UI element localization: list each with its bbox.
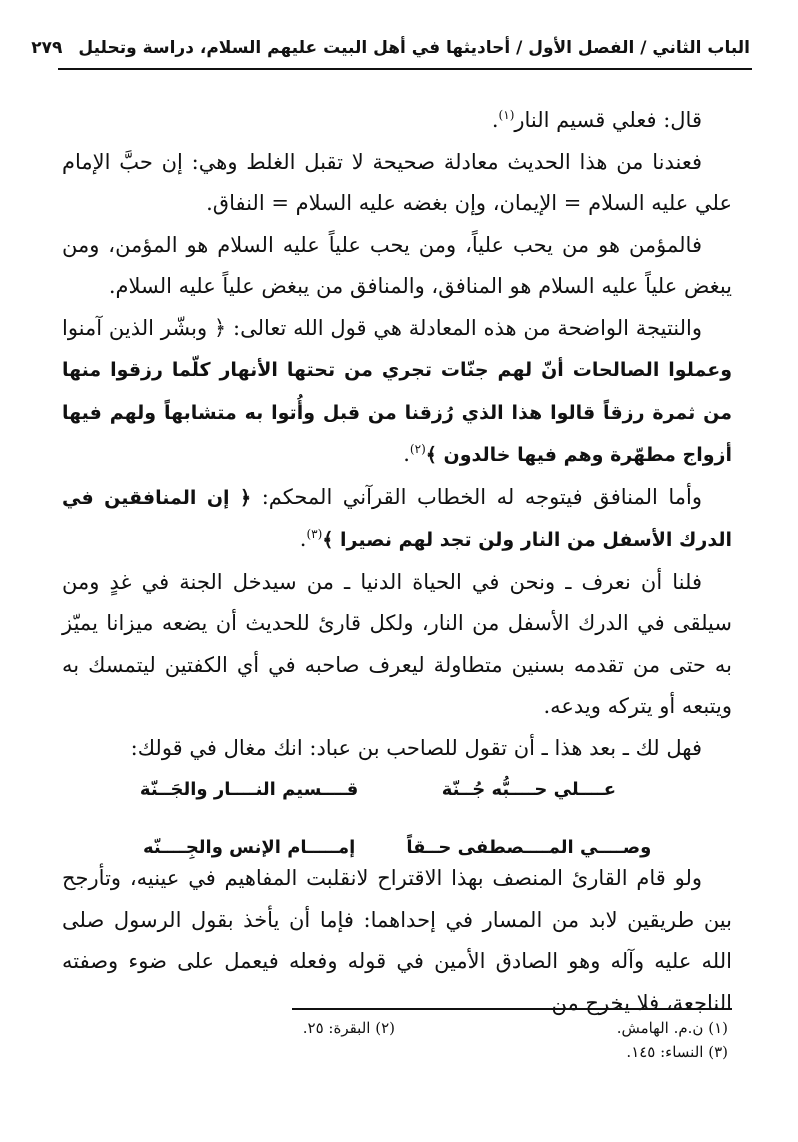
main-text: [62, 100, 732, 769]
footnote-2: (٢) البقرة: ٢٥.: [302, 1019, 395, 1037]
paragraph-1: قال: فعلي قسيم النار$^{(١)}$.: [491, 108, 702, 132]
footnote-ref-1: (١): [498, 108, 515, 122]
running-header: [31, 30, 750, 66]
poem-line-2-first-hemistich: وصــــي المــــصطفى حــقاً: [406, 836, 652, 858]
paragraph-7: فهل لك ـ بعد هذا ـ أن تقول للصاحب بن عباد: انك مغال في قولك:: [130, 735, 702, 760]
paragraph-3: فالمؤمن هو من يحب علياً، ومن يحب علياً عليه السلام هو المؤمن، ومن يبغض علياً عليه السلام هو المنافق، والمنافق من يبغض علياً عليه السلام.: [62, 232, 732, 298]
paragraph-4-intro: والنتيجة الواضحة من هذه المعادلة هي قول الله تعالى: ﴿ وبشّر الذين آمنوا: [62, 315, 702, 340]
paragraph-6: فلنا أن نعرف ـ ونحن في الحياة الدنيا ـ من سيدخل الجنة في غدٍ ومن سيلقى في الدرك الأسفل من النار، ولكل قارئ للحديث أن يضعه ميزانا يميّز به حتى من تقدمه بسنين متطاولة ليعرف صاحبه في أي الكفتين ليتمسك به ويتبعه أو يتركه ويدعه.: [62, 569, 732, 718]
footnotes: [62, 1016, 728, 1064]
footnote-1: (١) ن.م. الهامش.: [616, 1019, 728, 1037]
header-rule: [58, 68, 752, 70]
paragraph-8: ولو قام القارئ المنصف بهذا الاقتراح لانقلبت المفاهيم في عينيه، وتأرجح بين طريقين لابد من المسار في إحداهما: فإما أن يأخذ بقول الرسول صلى الله عليه وآله وهو الصادق الأمين في قوله وفعله فيعمل على ضوء وصفته الناجعة، فلا يخرج من: [62, 866, 732, 1015]
main-text-continued: [62, 858, 732, 1024]
poem-line-1-first-hemistich: عــــلي حــــبُّه جُــنّة: [441, 778, 617, 800]
poem-line-2-second-hemistich: إمـــــام الإنس والجِــــنّه: [142, 836, 356, 858]
paragraph-5-intro: وأما المنافق فيتوجه له الخطاب القرآني المحكم:: [261, 484, 702, 509]
paragraph-5: وأما المنافق فيتوجه له الخطاب القرآني المحكم: ﴿ إن المنافقين في الدرك الأسفل من النار ولن تجد لهم نصيرا ﴾$^{(٣)}$.: [62, 484, 732, 551]
paragraph-4: والنتيجة الواضحة من هذه المعادلة هي قول الله تعالى: ﴿ وبشّر الذين آمنوا وعملوا الصالحات أنّ لهم جنّات تجري من تحتها الأنهار كلّما رزقوا منها من ثمرة رزقاً قالوا هذا الذي رُزقنا من قبل وأُتوا به متشابهاً ولهم فيها أزواج مطهّرة وهم فيها خالدون ﴾$^{(٢)}$.: [62, 315, 732, 466]
header-title: الباب الثاني / الفصل الأول / أحاديثها في أهل البيت عليهم السلام، دراسة وتحليل: [78, 38, 750, 58]
footnote-ref-2: (٢): [409, 442, 426, 456]
footnote-ref-3: (٣): [306, 527, 323, 541]
quran-quote-2: ﴿ إن المنافقين في الدرك الأسفل من النار ولن تجد لهم نصيرا ﴾: [62, 486, 732, 551]
poem-line-1: [120, 760, 658, 818]
page-number: ٢٧٩: [31, 38, 63, 58]
poem-line-1-second-hemistich: قــــسيم النــــار والجَــنّة: [139, 778, 359, 800]
footnote-rule: [292, 1008, 732, 1010]
quran-quote-1: وعملوا الصالحات أنّ لهم جنّات تجري من تحتها الأنهار كلّما رزقوا منها من ثمرة رزقاً قالوا هذا الذي رُزقنا من قبل وأُتوا به متشابهاً ولهم فيها أزواج مطهّرة وهم فيها خالدون ﴾: [62, 359, 732, 466]
footnote-3: (٣) النساء: ١٤٥.: [626, 1043, 728, 1061]
paragraph-1-text: قال: فعلي قسيم النار: [514, 108, 702, 132]
footnote-row-2: [62, 1040, 728, 1064]
footnote-row-1: [62, 1016, 728, 1040]
paragraph-2: فعندنا من هذا الحديث معادلة صحيحة لا تقبل الغلط وهي: إن حبَّ الإمام علي عليه السلام = الإيمان، وإن بغضه عليه السلام = النفاق.: [62, 149, 732, 215]
